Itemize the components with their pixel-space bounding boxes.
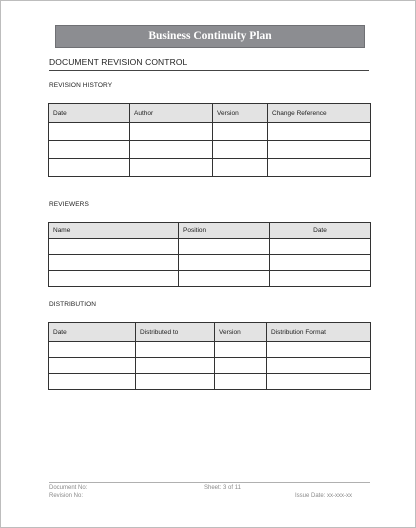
page-banner-title: Business Continuity Plan: [55, 25, 365, 48]
table-cell[interactable]: [268, 159, 371, 177]
table-cell[interactable]: [215, 342, 267, 358]
table-cell[interactable]: [49, 239, 179, 255]
table-cell[interactable]: [270, 239, 371, 255]
revision-history-table: [48, 103, 371, 177]
table-header-row: [49, 223, 371, 239]
table-cell[interactable]: [130, 141, 213, 159]
footer-issue-date: Issue Date: xx-xxx-xx: [295, 493, 353, 499]
table-row: [49, 374, 371, 390]
table-cell[interactable]: [268, 141, 371, 159]
table-cell[interactable]: [49, 374, 136, 390]
column-header-version: Version: [215, 323, 267, 342]
table-cell[interactable]: [136, 374, 215, 390]
table-row: [49, 255, 371, 271]
table-cell[interactable]: [136, 358, 215, 374]
column-header-date: Date: [49, 323, 136, 342]
reviewers-label: REVIEWERS: [49, 201, 89, 208]
table-cell[interactable]: [213, 141, 268, 159]
column-header-change-reference: Change Reference: [268, 104, 371, 123]
table-cell[interactable]: [179, 255, 270, 271]
column-header-date: Date: [49, 104, 130, 123]
footer-document-no: Document No:: [49, 485, 88, 491]
table-row: [49, 271, 371, 287]
column-header-author: Author: [130, 104, 213, 123]
table-row: [49, 239, 371, 255]
table-cell[interactable]: [213, 123, 268, 141]
table-cell[interactable]: [213, 159, 268, 177]
table-cell[interactable]: [267, 358, 371, 374]
table-row: [49, 342, 371, 358]
table-cell[interactable]: [130, 123, 213, 141]
column-header-position: Position: [179, 223, 270, 239]
table-cell[interactable]: [49, 255, 179, 271]
table-cell[interactable]: [215, 358, 267, 374]
footer-revision-no: Revision No:: [49, 493, 84, 499]
table-cell[interactable]: [49, 123, 130, 141]
column-header-distributed-to: Distributed to: [136, 323, 215, 342]
table-row: [49, 358, 371, 374]
table-cell[interactable]: [49, 342, 136, 358]
table-header-row: [49, 104, 371, 123]
footer-sheet-number: Sheet: 3 of 11: [204, 485, 241, 491]
footer-divider: [49, 482, 370, 483]
table-cell[interactable]: [215, 374, 267, 390]
table-cell[interactable]: [179, 271, 270, 287]
table-cell[interactable]: [49, 358, 136, 374]
table-row: [49, 141, 371, 159]
table-row: [49, 159, 371, 177]
revision-history-label: REVISION HISTORY: [49, 82, 113, 89]
table-cell[interactable]: [49, 271, 179, 287]
distribution-label: DISTRIBUTION: [49, 301, 97, 308]
table-cell[interactable]: [270, 271, 371, 287]
table-cell[interactable]: [267, 374, 371, 390]
reviewers-table: [48, 222, 371, 287]
table-cell[interactable]: [268, 123, 371, 141]
table-header-row: [49, 323, 371, 342]
table-cell[interactable]: [130, 159, 213, 177]
table-cell[interactable]: [179, 239, 270, 255]
column-header-distribution-format: Distribution Format: [267, 323, 371, 342]
distribution-table: [48, 322, 371, 390]
table-cell[interactable]: [270, 255, 371, 271]
table-row: [49, 123, 371, 141]
column-header-date: Date: [270, 223, 371, 239]
document-heading: DOCUMENT REVISION CONTROL: [49, 57, 369, 71]
table-cell[interactable]: [49, 141, 130, 159]
table-cell[interactable]: [49, 159, 130, 177]
column-header-version: Version: [213, 104, 268, 123]
table-cell[interactable]: [136, 342, 215, 358]
table-cell[interactable]: [267, 342, 371, 358]
column-header-name: Name: [49, 223, 179, 239]
